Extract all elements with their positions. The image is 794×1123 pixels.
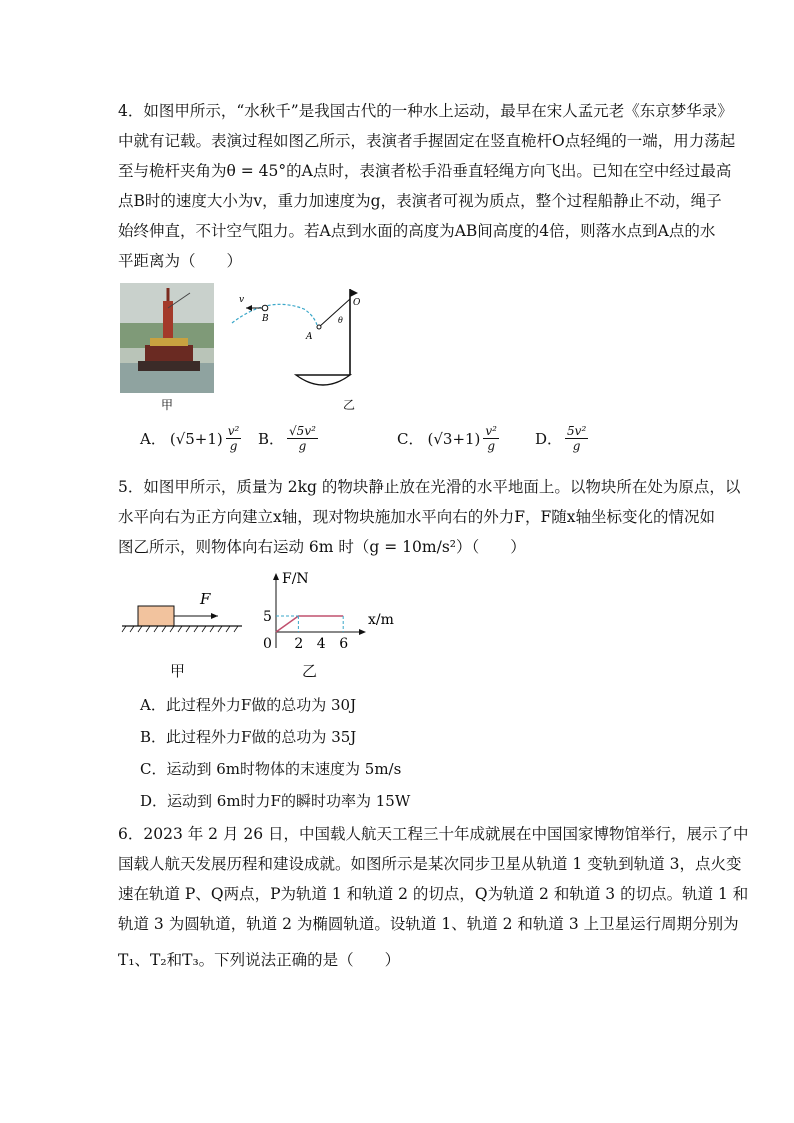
- q5-figure-jia: [120, 588, 245, 636]
- q4-option-c[interactable]: [397, 424, 499, 453]
- option-fraction: [483, 424, 499, 453]
- fraction-numerator: v²: [485, 424, 497, 438]
- q5-line: 图乙所示，则物体向右运动 6m 时（g = 10m/s²）（ ）: [118, 538, 526, 556]
- q5-option-a[interactable]: A．此过程外力F做的总功为 30J: [140, 696, 357, 714]
- q6-line: 6．2023 年 2 月 26 日，中国载人航天工程三十年成就展在中国国家博物馆举行，展示了中: [118, 825, 749, 843]
- point-a: [317, 325, 321, 329]
- q5-option-c[interactable]: C．运动到 6m时物体的末速度为 5m/s: [140, 760, 402, 778]
- option-letter: A．: [140, 430, 166, 448]
- option-fraction: [287, 424, 318, 453]
- q6-line: 国载人航天发展历程和建设成就。如图所示是某次同步卫星从轨道 1 变轨到轨道 3，点火变: [118, 855, 742, 873]
- q4-figure-yi-diagram: [228, 283, 373, 393]
- fraction-numerator: v²: [227, 424, 240, 438]
- label-theta: θ: [338, 316, 343, 325]
- q4-line: 点B时的速度大小为v，重力加速度为g，表演者可视为质点，整个过程船静止不动，绳子: [118, 192, 722, 210]
- q5-fig-jia-caption: 甲: [170, 662, 186, 680]
- x-tick-label: 4: [316, 636, 326, 652]
- q4-fig-jia-caption: 甲: [161, 398, 174, 412]
- force-line: [276, 616, 343, 632]
- q4-fig-yi-caption: 乙: [343, 398, 356, 412]
- question-4-text: [118, 96, 736, 276]
- q4-option-b[interactable]: [258, 424, 318, 453]
- point-b: [262, 305, 268, 311]
- fraction-denominator: g: [298, 439, 307, 453]
- q4-option-d[interactable]: [535, 424, 588, 453]
- fraction-numerator: 5v²: [567, 424, 587, 438]
- question-6-text: [118, 819, 749, 975]
- option-coefficient: (√3+1): [427, 429, 481, 448]
- q4-line: 至与桅杆夹角为θ = 45°的A点时，表演者松手沿垂直轻绳方向飞出。已知在空中经过最高: [118, 162, 732, 180]
- fraction-denominator: g: [487, 439, 496, 453]
- q6-line: T₁、T₂和T₃。下列说法正确的是（ ）: [118, 951, 401, 969]
- option-letter: B．: [258, 430, 285, 448]
- ground-hatching: [122, 626, 238, 632]
- option-fraction: [565, 424, 588, 453]
- q4-figure-jia-photo: [120, 283, 214, 393]
- q6-line: 轨道 3 为圆轨道，轨道 2 为椭圆轨道。设轨道 1、轨道 2 和轨道 3 上卫星运行周期分别为: [118, 915, 739, 933]
- fraction-denominator: g: [572, 439, 581, 453]
- q4-option-a[interactable]: [140, 424, 241, 453]
- boat-hull: [296, 375, 350, 385]
- boat-photo-illustration: [120, 283, 214, 393]
- label-f: F: [200, 590, 211, 608]
- q5-line: 水平向右为正方向建立x轴，现对物块施加水平向右的外力F，F随x轴坐标变化的情况如: [118, 508, 715, 526]
- flag: [350, 289, 358, 297]
- label-v: v: [239, 295, 245, 305]
- trajectory-curve: [232, 304, 318, 329]
- y-axis-label: F/N: [282, 571, 309, 587]
- y-axis-arrowhead: [273, 573, 279, 580]
- q5-option-b[interactable]: B．此过程外力F做的总功为 35J: [140, 728, 357, 746]
- option-letter: D．: [535, 430, 563, 448]
- option-letter: C．: [397, 430, 424, 448]
- q4-line: 4．如图甲所示，“水秋千”是我国古代的一种水上运动，最早在宋人孟元老《东京梦华录》: [118, 102, 733, 120]
- q5-line: 5．如图甲所示，质量为 2kg 的物块静止放在光滑的水平地面上。以物块所在处为原点，以: [118, 478, 741, 496]
- q5-fig-yi-caption: 乙: [302, 662, 318, 680]
- label-a: A: [306, 332, 313, 342]
- q5-force-graph: [258, 570, 398, 652]
- rope: [319, 299, 350, 327]
- force-arrowhead: [211, 613, 218, 619]
- question-5-text: [118, 472, 741, 562]
- q6-line: 速在轨道 P、Q两点，P为轨道 1 和轨道 2 的切点，Q为轨道 2 和轨道 3 的切点。轨道 1 和: [118, 885, 749, 903]
- q4-line: 始终伸直，不计空气阻力。若A点到水面的高度为AB间高度的4倍，则落水点到A点的水: [118, 222, 716, 240]
- option-fraction: [226, 424, 242, 453]
- q4-line: 平距离为（ ）: [118, 252, 243, 270]
- fraction-numerator: √5v²: [289, 424, 316, 438]
- x-tick-label: 0: [263, 636, 272, 652]
- x-axis-label: x/m: [368, 612, 394, 628]
- y-tick-label: 5: [263, 609, 272, 625]
- q5-option-d[interactable]: D．运动到 6m时力F的瞬时功率为 15W: [140, 792, 411, 810]
- velocity-arrowhead: [246, 305, 252, 311]
- x-tick-label: 6: [339, 636, 349, 652]
- x-axis-arrowhead: [359, 629, 366, 635]
- label-o: O: [353, 298, 361, 308]
- option-coefficient: (√5+1): [169, 429, 223, 448]
- x-tick-label: 2: [294, 636, 304, 652]
- fraction-denominator: g: [229, 439, 238, 453]
- q4-line: 中就有记载。表演过程如图乙所示，表演者手握固定在竖直桅杆O点轻绳的一端，用力荡起: [118, 132, 736, 150]
- label-b: B: [262, 314, 269, 324]
- block: [138, 606, 174, 626]
